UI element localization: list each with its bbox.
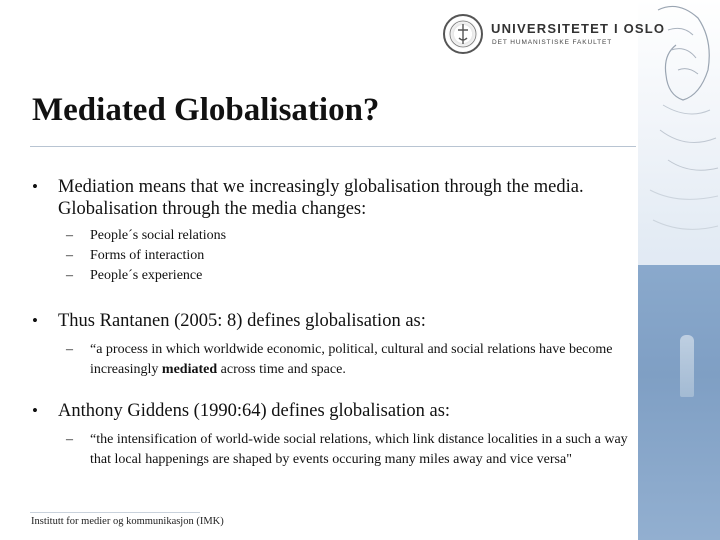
bullet-rantanen — [30, 310, 635, 332]
bullet-text: Mediation means that we increasingly globalisation through the media. Globalisation through the media changes: — [58, 177, 584, 219]
dash-symbol: – — [66, 248, 73, 263]
bullet-text: Thus Rantanen (2005: 8) defines globalisation as: — [58, 311, 426, 331]
bullet-symbol: • — [32, 401, 38, 420]
bullet-symbol: • — [32, 311, 38, 330]
quote-text — [90, 342, 612, 377]
quote-before: “a process in which worldwide economic, political, cultural and social relations have become increasingly — [90, 342, 613, 377]
sublist-mediation — [30, 226, 635, 286]
bullet-mediation — [30, 176, 635, 220]
list-item — [30, 266, 635, 286]
university-logo — [443, 14, 666, 56]
title-divider — [30, 146, 636, 147]
dash-symbol: – — [66, 432, 73, 447]
statue-sketch-icon — [638, 0, 720, 265]
dash-symbol: – — [66, 268, 73, 283]
university-name: UNIVERSITETET I OSLO — [491, 21, 666, 36]
faculty-name: DET HUMANISTISKE FAKULTET — [492, 39, 613, 46]
list-item — [30, 246, 635, 266]
dash-symbol: – — [66, 342, 73, 357]
quote-emphasis: mediated — [161, 362, 218, 377]
footer-divider — [30, 512, 200, 513]
sublist-rantanen — [30, 340, 635, 380]
slide-content — [30, 176, 635, 470]
list-item-text: People´s social relations — [90, 228, 227, 243]
bullet-symbol: • — [32, 177, 38, 196]
quote-after: across time and space. — [217, 362, 346, 377]
figure-silhouette-icon — [680, 335, 694, 397]
quote-item — [30, 430, 635, 470]
quote-item — [30, 340, 635, 380]
slide-title: Mediated Globalisation? — [32, 92, 380, 128]
list-item-text: Forms of interaction — [90, 248, 205, 263]
footer-institute: Institutt for medier og kommunikasjon (IMK) — [31, 516, 224, 527]
list-item — [30, 226, 635, 246]
university-seal-icon — [443, 14, 483, 54]
bullet-text: Anthony Giddens (1990:64) defines globalisation as: — [58, 401, 451, 421]
quote-text: “the intensification of world-wide social relations, which link distance localities in a such a way that local happenings are shaped by events occuring many miles away and vice versa" — [90, 432, 628, 467]
bullet-giddens — [30, 400, 635, 422]
decorative-blue-panel — [638, 265, 720, 540]
sublist-giddens — [30, 430, 635, 470]
dash-symbol: – — [66, 228, 73, 243]
list-item-text: People´s experience — [90, 268, 203, 283]
